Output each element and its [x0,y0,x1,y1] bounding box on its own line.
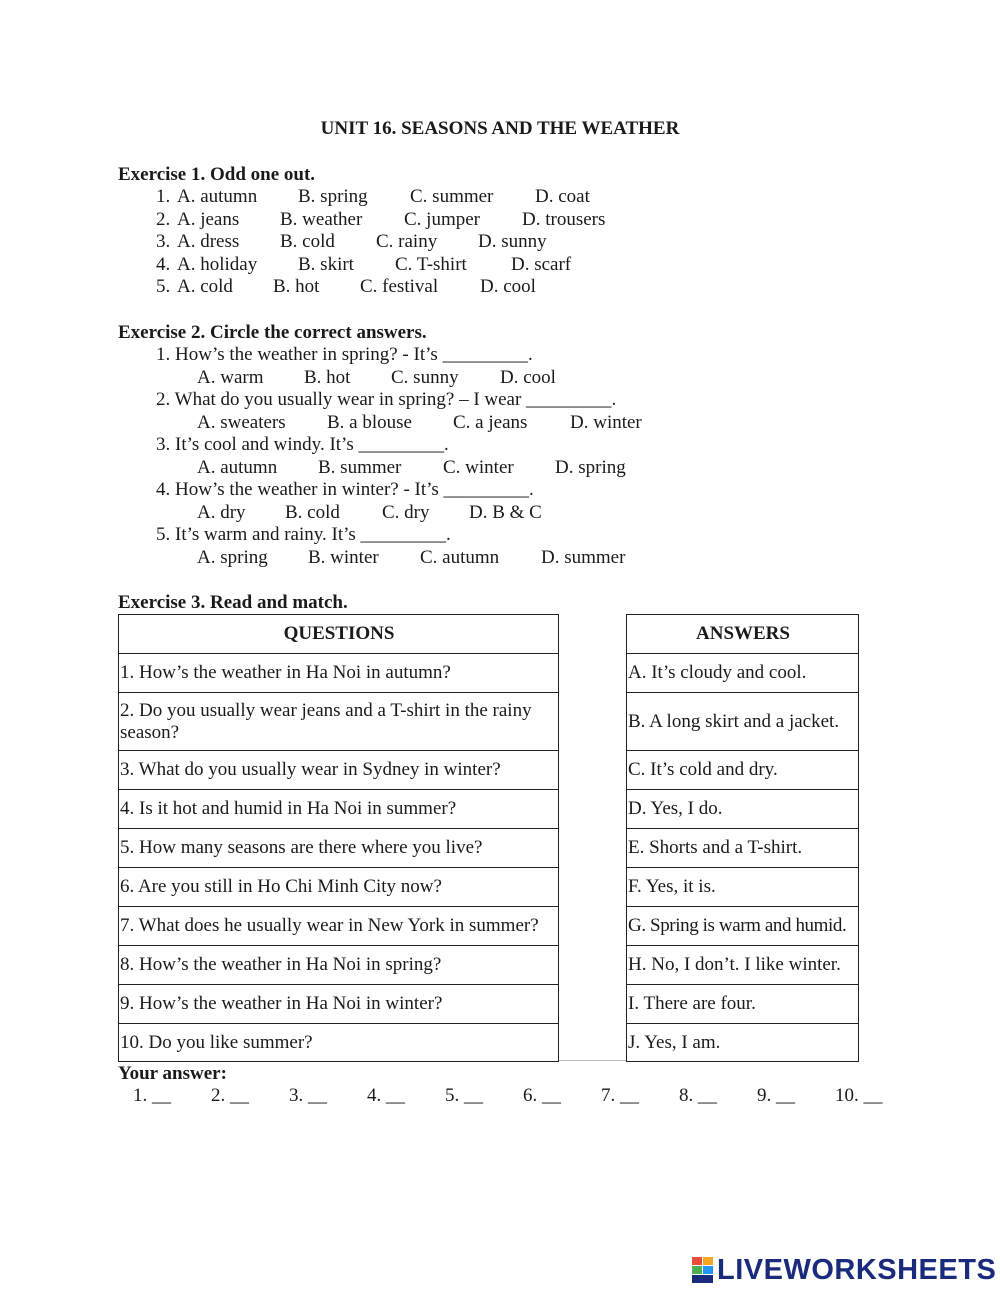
question-cell: 4. Is it hot and humid in Ha Noi in summer? [119,790,559,829]
ex2-option: A. autumn [197,457,278,478]
answer-slot[interactable]: 5. __ [445,1085,483,1106]
ex1-option: B. cold [280,231,335,252]
ex2-option: D. winter [570,412,642,433]
ex1-option: A. dress [177,231,240,252]
question-cell: 1. How’s the weather in Ha Noi in autumn? [119,654,559,693]
ex2-option: B. summer [318,457,402,478]
answer-cell: I. There are four. [627,985,859,1024]
question-cell: 6. Are you still in Ho Chi Minh City now? [119,868,559,907]
liveworksheets-logo[interactable] [692,1255,996,1285]
ex1-item-num: 4. [156,254,171,275]
ex1-option: B. weather [280,209,363,230]
ex1-option: D. coat [535,186,590,207]
ex2-option: B. winter [308,547,379,568]
answers-header: ANSWERS [627,615,859,654]
ex1-option: C. jumper [404,209,480,230]
ex2-option: D. cool [500,367,556,388]
ex1-option: B. hot [273,276,320,297]
ex2-option: D. summer [541,547,626,568]
ex1-item-num: 3. [156,231,171,252]
question-cell: 2. Do you usually wear jeans and a T-shirt in the rainy season? [119,693,559,751]
questions-table [118,614,559,1062]
ex2-question: 3. It’s cool and windy. It’s _________. [156,434,449,455]
answer-slot[interactable]: 1. __ [133,1085,171,1106]
logo-text: LIVEWORKSHEETS [717,1253,997,1286]
ex2-option: C. dry [382,502,430,523]
question-cell: 10. Do you like summer? [119,1024,559,1062]
ex1-option: D. sunny [478,231,547,252]
table-gap [558,614,626,1061]
answer-slot[interactable]: 3. __ [289,1085,327,1106]
answer-cell: H. No, I don’t. I like winter. [627,946,859,985]
answer-cell: C. It’s cold and dry. [627,751,859,790]
answer-slot[interactable]: 10. __ [835,1085,883,1106]
answer-cell: E. Shorts and a T-shirt. [627,829,859,868]
ex1-option: C. T-shirt [395,254,467,275]
question-cell: 5. How many seasons are there where you live? [119,829,559,868]
question-cell: 7. What does he usually wear in New York in summer? [119,907,559,946]
ex1-option: B. skirt [298,254,354,275]
ex2-question: 4. How’s the weather in winter? - It’s _________. [156,479,534,500]
answer-cell: G. Spring is warm and humid. [627,907,859,946]
question-cell: 3. What do you usually wear in Sydney in winter? [119,751,559,790]
ex2-option: C. autumn [420,547,500,568]
ex1-item-num: 5. [156,276,171,297]
exercise-2-heading: Exercise 2. Circle the correct answers. [118,322,427,343]
page-title: UNIT 16. SEASONS AND THE WEATHER [320,118,680,139]
answer-slot[interactable]: 9. __ [757,1085,795,1106]
exercise-3-heading: Exercise 3. Read and match. [118,592,348,613]
question-cell: 9. How’s the weather in Ha Noi in winter? [119,985,559,1024]
logo-mark-icon [692,1257,714,1283]
ex2-option: D. B & C [469,502,542,523]
ex2-option: C. winter [443,457,514,478]
answer-slot[interactable]: 4. __ [367,1085,405,1106]
questions-header: QUESTIONS [119,615,559,654]
ex1-option: A. jeans [177,209,240,230]
answer-slot[interactable]: 8. __ [679,1085,717,1106]
ex2-option: A. dry [197,502,246,523]
answer-slot[interactable]: 6. __ [523,1085,561,1106]
ex1-option: D. cool [480,276,536,297]
ex1-option: B. spring [298,186,368,207]
ex1-option: D. trousers [522,209,606,230]
ex2-option: A. sweaters [197,412,286,433]
ex1-option: C. summer [410,186,494,207]
ex2-question: 2. What do you usually wear in spring? – I wear _________. [156,389,617,410]
ex2-option: B. a blouse [327,412,412,433]
answer-slot[interactable]: 2. __ [211,1085,249,1106]
answer-cell: J. Yes, I am. [627,1024,859,1062]
ex1-option: A. holiday [177,254,258,275]
ex1-item-num: 2. [156,209,171,230]
ex2-option: C. sunny [391,367,459,388]
answer-cell: B. A long skirt and a jacket. [627,693,859,751]
ex1-option: D. scarf [511,254,572,275]
your-answer-label: Your answer: [118,1063,227,1084]
answer-cell: D. Yes, I do. [627,790,859,829]
answer-slot[interactable]: 7. __ [601,1085,639,1106]
ex2-option: B. cold [285,502,340,523]
ex1-option: C. rainy [376,231,438,252]
answers-table [626,614,859,1062]
question-cell: 8. How’s the weather in Ha Noi in spring? [119,946,559,985]
ex2-option: B. hot [304,367,351,388]
ex2-option: C. a jeans [453,412,528,433]
ex2-option: A. warm [197,367,264,388]
ex2-question: 1. How’s the weather in spring? - It’s _________. [156,344,533,365]
ex2-option: D. spring [555,457,626,478]
ex2-option: A. spring [197,547,268,568]
exercise-1-heading: Exercise 1. Odd one out. [118,164,316,185]
ex1-option: C. festival [360,276,439,297]
answer-cell: A. It’s cloudy and cool. [627,654,859,693]
ex1-item-num: 1. [156,186,171,207]
ex1-option: A. cold [177,276,233,297]
answer-cell: F. Yes, it is. [627,868,859,907]
ex2-question: 5. It’s warm and rainy. It’s _________. [156,524,451,545]
ex1-option: A. autumn [177,186,258,207]
